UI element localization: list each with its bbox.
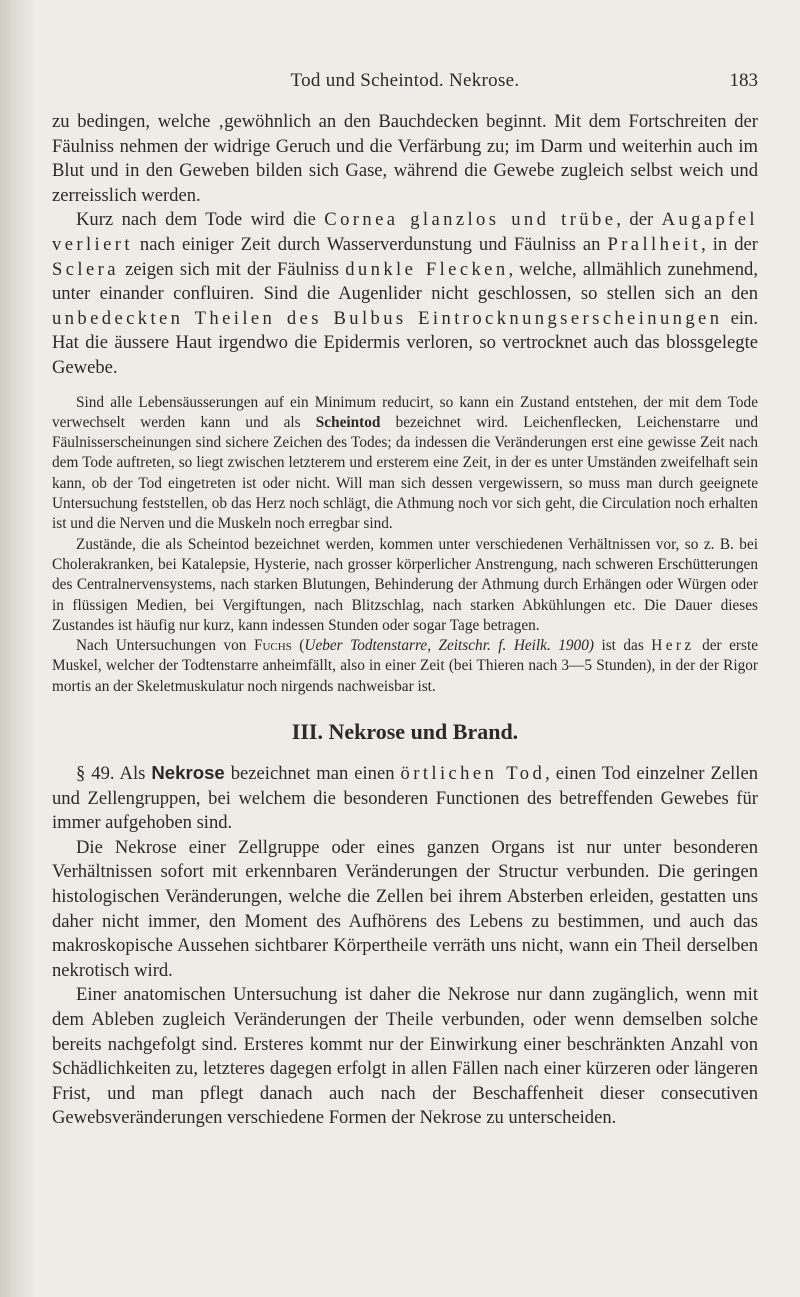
text-run: ist das [593, 637, 652, 655]
running-title: Tod und Scheintod. Nekrose. [290, 70, 520, 91]
main-text-section [52, 761, 758, 1131]
text-run: ein. Hat die äussere Haut irgendwo die Epidermis verloren, so vertrocknet auch das blossgelegte Gewebe. [52, 307, 759, 378]
page-header [52, 70, 758, 96]
emphasis-herz: Herz [651, 637, 695, 655]
emphasis-eintrocknung: unbedeckten Theilen des Bulbus Eintrocknungserscheinungen [52, 307, 723, 329]
author-fuchs: Fuchs [253, 637, 292, 655]
notes-small-print [52, 393, 758, 697]
emphasis-prallheit: Prallheit [607, 233, 702, 255]
text-run: Sind alle Lebensäusserungen auf ein Minimum reducirt, so kann ein Zustand entstehen, der mit dem Tode verwechselt werden kann und als [52, 393, 758, 431]
main-text-top [52, 110, 758, 381]
text-run: § 49. Als [76, 762, 152, 784]
paragraph-structure: Die Nekrose einer Zellgruppe oder eines ganzen Organs ist nur unter besonderen Verhältnissen sofort mit erkennbaren Veränderungen der Structur verbunden. Die geringen histologischen Veränderungen, welche die Zellen bei ihrem Absterben erleiden, gestatten uns daher nicht immer, den Moment des Aufhörens des Lebens zu bestimmen, und auch das makroskopische Aussehen sichtbarer Körpertheile verräth uns nicht, wann ein Theil derselben nekrotisch wird. [52, 836, 758, 981]
emphasis-sclera: Sclera [52, 258, 119, 280]
text-run: ( [291, 637, 305, 655]
paragraph-examination: Einer anatomischen Untersuchung ist daher die Nekrose nur dann zugänglich, wenn mit dem Ableben zugleich Veränderungen der Theile verbunden, oder wenn demselben solche bereits nachgefolgt sind. Ersteres kommt nur der Einwirkung einer beschränkten Anzahl von Schädlichkeiten zu, letzteres dagegen erfolgt in allen Fällen nach einer kürzeren oder längeren Frist, und man pflegt danach auch nach der Beschaffenheit dieser consecutiven Gewebsveränderungen verschiedene Formen der Nekrose zu unterscheiden. [52, 984, 758, 1129]
emphasis-oertlicher-tod: örtlichen Tod [400, 762, 546, 784]
text-run: der erste Muskel, welcher der Todtenstarre anheimfällt, also in einer Zeit (bei Thieren nach 3—5 Stunden), in der der Rigor mortis an der Skeletmuskulatur noch nirgends nachweisbar ist. [52, 637, 758, 695]
page-number: 183 [729, 70, 758, 91]
text-run: , einen Tod einzelner Zellen und Zellengruppen, bei welchem die besonderen Functionen des betreffenden Gewebes für immer aufgehoben sind. [52, 762, 758, 834]
book-page [52, 70, 758, 1131]
text-run: , in der [701, 233, 759, 255]
text-run: Nach Untersuchungen von [76, 637, 254, 655]
text-run: bezeichnet man einen [224, 762, 401, 784]
emphasis-cornea: Cornea glanzlos und trübe [324, 209, 617, 231]
note-scheintod [52, 393, 758, 535]
text-run: zeigen sich mit der Fäulniss [118, 258, 346, 280]
paragraph-eye-changes [52, 208, 758, 380]
text-run: bezeichnet wird. Leichenflecken, Leichenstarre und Fäulnisserscheinungen sind sichere Zeichen des Todes; da indessen die Veränderungen erst eine gewisse Zeit nach dem Tode auftreten, so liegt zwischen letzterem und ersterem eine Zeit, in der es unter Umständen zweifelhaft sein kann, ob der Tod eingetreten ist oder nicht. Will man sich dessen vergewissern, so muss man durch geeignete Untersuchung feststellen, ob das Herz noch schlägt, die Athmung noch vor sich geht, die Circulation noch erhalten ist und die Nerven und die Muskeln noch erregbar sind. [52, 413, 758, 533]
note-zustaende: Zustände, die als Scheintod bezeichnet werden, kommen unter verschiedenen Verhältnissen vor, so z. B. bei Cholerakranken, bei Katalepsie, Hysterie, nach grosser körperlicher Anstrengung, nach schweren Erschütterungen des Centralnervensystems, nach starken Blutungen, Behinderung der Athmung durch Erhängen oder Würgen oder in flüssigen Medien, bei Vergiftungen, nach Blitzschlag, nach starken Abkühlungen etc. Die Dauer dieses Zustandes ist häufig nur kurz, kann indessen Stunden oder sogar Tage betragen. [52, 535, 758, 634]
section-heading: III. Nekrose und Brand. [291, 718, 519, 744]
emphasis-nekrose: Nekrose [151, 761, 225, 783]
text-run: , welche, allmählich zunehmend, unter einander confluiren. Sind die Augenlider nicht geschlossen, so stellen sich an den [52, 258, 758, 305]
emphasis-augapfel: Augapfel verliert [52, 209, 758, 255]
text-run: , der [616, 209, 662, 231]
paragraph-putrefaction: zu bedingen, welche ‚gewöhnlich an den Bauchdecken beginnt. Mit dem Fortschreiten der Fäulniss nehmen der widrige Geruch und die Verfärbung zu; im Darm und weiterhin auch im Blut und in den Geweben bilden sich Gase, während die Gewebe zugleich selbst weich und zerreisslich werden. [52, 111, 758, 206]
page-gutter-shadow [0, 0, 34, 1297]
emphasis-scheintod: Scheintod [315, 413, 381, 431]
emphasis-flecken: dunkle Flecken [345, 258, 509, 280]
note-fuchs [52, 636, 758, 697]
citation: Ueber Todtenstarre, Zeitschr. f. Heilk. 1900) [304, 637, 594, 655]
text-run: Kurz nach dem Tode wird die [76, 209, 325, 231]
paragraph-definition [52, 761, 758, 836]
text-run: nach einiger Zeit durch Wasserverdunstung und Fäulniss an [132, 233, 608, 255]
